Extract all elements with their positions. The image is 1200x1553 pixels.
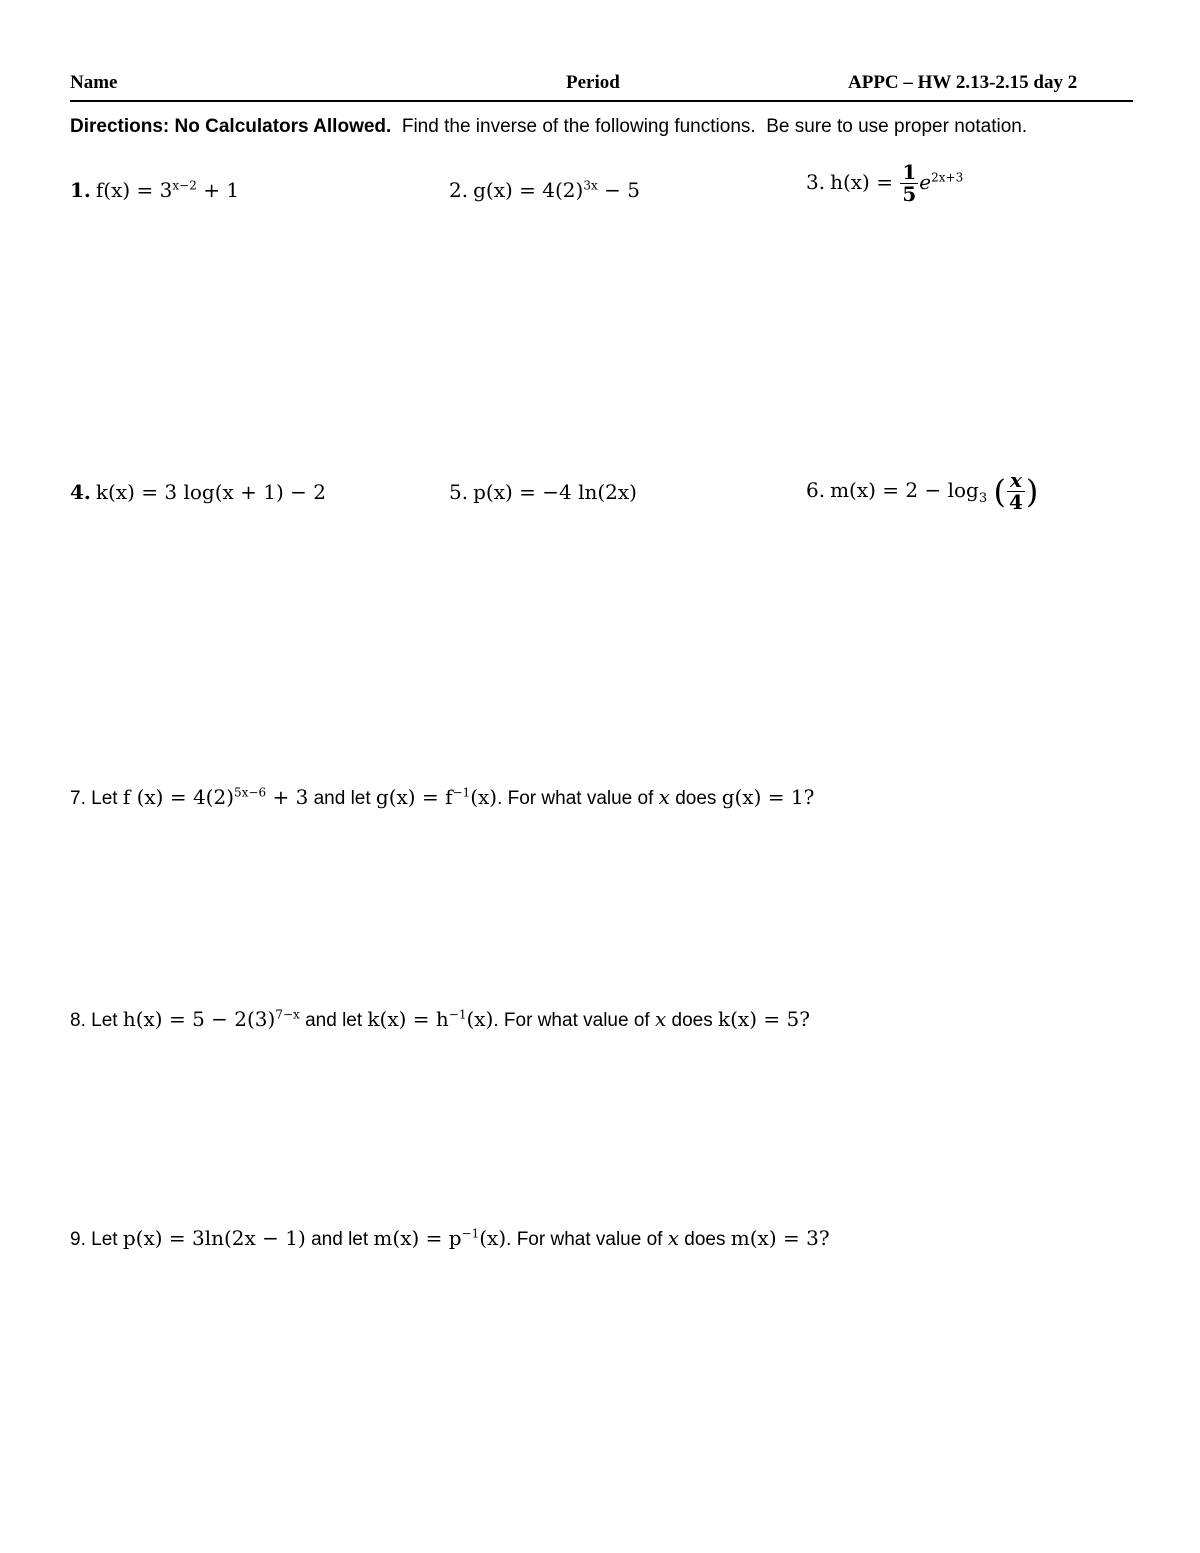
directions	[70, 116, 1027, 138]
worksheet-header	[70, 70, 1133, 102]
problem-number: 1.	[70, 178, 91, 202]
problem-number: 7.	[70, 788, 86, 809]
period-label: Period	[566, 72, 620, 93]
problem-number: 6.	[806, 478, 826, 502]
worksheet-title: APPC – HW 2.13-2.15 day 2	[848, 72, 1078, 93]
problem-3	[806, 162, 963, 205]
problem-expression: k(x) = 3 log(x + 1) − 2	[95, 480, 326, 504]
problem-1	[70, 180, 239, 201]
directions-text: Find the inverse of the following functions. Be sure to use proper notation.	[391, 116, 1028, 137]
problem-8: 8. Let $h(x) = 5 - 2(3)^{7-x}$ and let $k(x) = h^{-1}(x)$. For what value of x does k(x) = 5?	[70, 1007, 810, 1031]
problem-number: 8.	[70, 1010, 86, 1031]
problem-6	[806, 470, 1038, 513]
problem-4	[70, 482, 326, 503]
problem-7: 7. Let f $(x) = 4(2)^{5x-6} + 3$ and let $g(x) = f^{-1}(x)$. For what value of x does g(x) = 1?	[70, 785, 815, 809]
problem-number: 2.	[449, 178, 469, 202]
problem-9: 9. Let p(x) = 3ln(2x − 1) and let $m(x) = p^{-1}(x)$. For what value of x does m(x) = 3?	[70, 1226, 830, 1250]
problem-number: 3.	[806, 170, 826, 194]
problem-number: 5.	[449, 480, 469, 504]
problem-expression: $m(x) = 2 - \log_3$ ( $\frac{x}{4}$ )	[830, 468, 1039, 514]
problem-expression: $g(x) = 4(2)^{3x} - 5$	[473, 178, 640, 202]
problem-5	[449, 482, 637, 503]
problem-expression: h(x) = $\frac{1}{5}$ $e^{2x+3}$	[830, 160, 964, 206]
directions-bold: Directions: No Calculators Allowed.	[70, 116, 392, 137]
problem-expression: $f(x) = 3^{x-2} + 1$	[95, 178, 240, 202]
problem-number: 4.	[70, 480, 91, 504]
problem-2	[449, 180, 640, 201]
name-label: Name	[70, 72, 118, 93]
problem-expression: p(x) = −4 ln(2x)	[473, 480, 637, 504]
problem-number: 9.	[70, 1229, 86, 1250]
